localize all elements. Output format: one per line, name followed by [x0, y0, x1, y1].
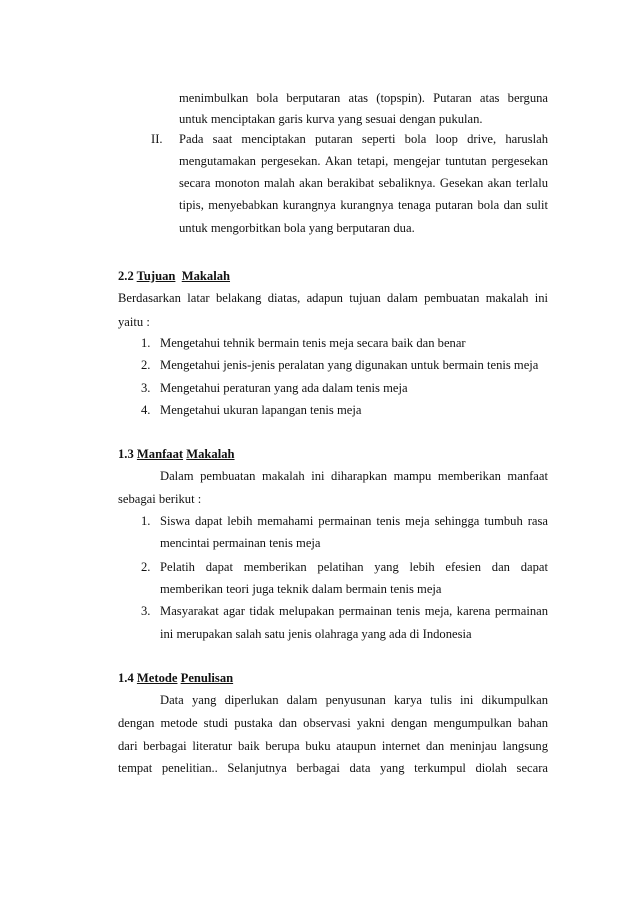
paragraph-line: tipis, menyebabkan kurangnya kurangnya tenaga putaran bola dan sulit	[179, 198, 548, 212]
list-marker: 2.	[141, 358, 151, 372]
section-title-word: Penulisan	[180, 671, 234, 685]
section-title-word: Makalah	[181, 269, 231, 283]
paragraph-line: dengan metode studi pustaka dan observasi yakni dengan mengumpulkan bahan	[118, 716, 548, 730]
section-heading-tujuan	[118, 268, 230, 284]
paragraph-line: sebagai berikut :	[118, 492, 202, 506]
section-title-word: Metode	[136, 671, 178, 685]
list-marker: 3.	[141, 604, 151, 618]
paragraph-line: untuk mengorbitkan bola yang berputaran dua.	[179, 221, 415, 235]
paragraph-line: yaitu :	[118, 315, 150, 329]
section-title-word: Tujuan	[136, 269, 176, 283]
paragraph-line: untuk menciptakan garis kurva yang sesuai dengan pukulan.	[179, 112, 483, 126]
list-marker: 4.	[141, 403, 151, 417]
section-number: 1.4	[118, 671, 134, 685]
section-title-word: Makalah	[186, 447, 235, 461]
section-number: 2.2	[118, 269, 134, 283]
list-item: Masyarakat agar tidak melupakan permainan tenis meja, karena permainan	[160, 604, 548, 618]
paragraph-line: Berdasarkan latar belakang diatas, adapun tujuan dalam pembuatan makalah ini	[118, 291, 548, 305]
roman-marker: II.	[151, 132, 163, 146]
list-item: mencintai permainan tenis meja	[160, 536, 321, 550]
list-item: Mengetahui jenis-jenis peralatan yang digunakan untuk bermain tenis meja	[160, 358, 539, 372]
paragraph-line: secara monoton malah akan berakibat sebaliknya. Gesekan akan terlalu	[179, 176, 548, 190]
list-item: Mengetahui ukuran lapangan tenis meja	[160, 403, 362, 417]
paragraph-line: Dalam pembuatan makalah ini diharapkan mampu memberikan manfaat	[160, 469, 548, 483]
list-item: Siswa dapat lebih memahami permainan tenis meja sehingga tumbuh rasa	[160, 514, 548, 528]
paragraph-line: menimbulkan bola berputaran atas (topspin). Putaran atas berguna	[179, 91, 548, 105]
paragraph-line: tempat penelitian.. Selanjutnya berbagai data yang terkumpul diolah secara	[118, 761, 548, 775]
paragraph-line: mengutamakan pergesekan. Akan tetapi, mengejar tuntutan pergesekan	[179, 154, 548, 168]
list-item: memberikan teori juga teknik dalam bermain tenis meja	[160, 582, 442, 596]
list-item: ini merupakan salah satu jenis olahraga yang ada di Indonesia	[160, 627, 472, 641]
list-item: Pelatih dapat memberikan pelatihan yang lebih efesien dan dapat	[160, 560, 548, 574]
section-title-word: Manfaat	[136, 447, 184, 461]
section-heading-manfaat	[118, 446, 235, 462]
paragraph-line: Data yang diperlukan dalam penyusunan karya tulis ini dikumpulkan	[160, 693, 548, 707]
list-item: Mengetahui peraturan yang ada dalam tenis meja	[160, 381, 408, 395]
list-marker: 1.	[141, 336, 151, 350]
section-number: 1.3	[118, 447, 134, 461]
list-marker: 2.	[141, 560, 151, 574]
paragraph-line: Pada saat menciptakan putaran seperti bola loop drive, haruslah	[179, 132, 548, 146]
list-marker: 1.	[141, 514, 151, 528]
list-item: Mengetahui tehnik bermain tenis meja secara baik dan benar	[160, 336, 466, 350]
paragraph-line: dari berbagai literatur baik berupa buku ataupun internet dan meninjau langsung	[118, 739, 548, 753]
list-marker: 3.	[141, 381, 151, 395]
section-heading-metode	[118, 670, 233, 686]
